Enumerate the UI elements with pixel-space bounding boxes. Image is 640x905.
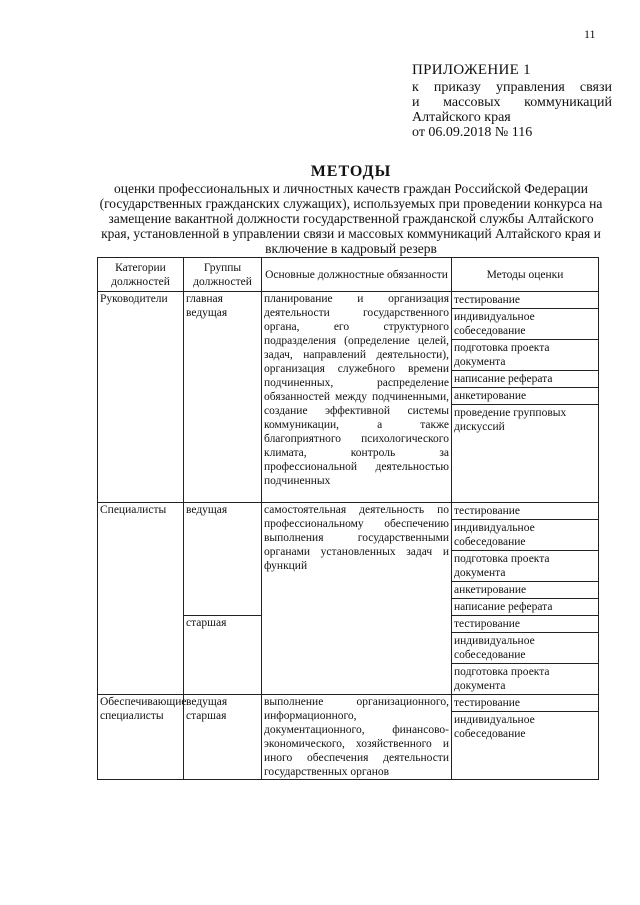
method-item: анкетирование — [452, 582, 598, 599]
method-item: подготовка проекта документа — [454, 666, 550, 692]
group-cell: ведущая старшая — [184, 695, 262, 780]
method-item: проведение групповых дискуссий — [454, 407, 567, 433]
table-row — [98, 503, 599, 616]
method-item: тестирование — [452, 616, 598, 633]
header-methods: Методы оценки — [452, 258, 599, 292]
method-item: анкетирование — [452, 388, 598, 405]
method-item: индивидуальное собеседование — [452, 309, 598, 340]
appendix-line: и массовых коммуникаций — [412, 95, 612, 110]
methods-cell — [452, 616, 599, 695]
appendix-block — [412, 62, 612, 140]
duties-cell: выполнение организационного, информационного, документационного, финансово-экономического, хозяйственного и иного обеспечения деятельности государственных органов — [262, 695, 452, 780]
group-cell: старшая — [184, 616, 262, 695]
methods-cell — [452, 292, 599, 503]
method-item: тестирование — [452, 695, 598, 712]
table-row — [98, 695, 599, 780]
appendix-line: от 06.09.2018 № 116 — [412, 125, 533, 140]
header-duties: Основные должностные обязанности — [262, 258, 452, 292]
document-subtitle: оценки профессиональных и личностных качеств граждан Российской Федерации (государственных гражданских служащих), используемых при проведении конкурса на замещение вакантной должности государственной гражданской службы Алтайского края, установленной в управлении связи и массовых коммуникаций Алтайского края и включение в кадровый резерв — [99, 181, 603, 256]
duties-cell: самостоятельная деятельность по профессиональному обеспечению выполнения государственными органами установленных задач и функций — [262, 503, 452, 695]
methods-table — [97, 257, 599, 780]
method-item: индивидуальное собеседование — [452, 633, 598, 664]
group-cell: главная ведущая — [184, 292, 262, 503]
method-item: тестирование — [452, 292, 598, 309]
duties-cell: планирование и организация деятельности государственного органа, его структурного подразделения (определение целей, задач, направлений деятельности), организация служебного времени подчиненных, распределение обязанностей между подчиненными, создание эффективной системы коммуникации, а также благоприятного психологического климата, контроль за профессиональной деятельностью подчиненных — [262, 292, 452, 503]
method-item: написание реферата — [452, 371, 598, 388]
group-cell: ведущая — [184, 503, 262, 616]
category-cell: Специалисты — [98, 503, 184, 695]
header-category: Категории должностей — [98, 258, 184, 292]
method-item: подготовка проекта документа — [452, 340, 598, 371]
method-item: индивидуальное собеседование — [454, 714, 535, 740]
category-cell: Обеспечивающие специалисты — [98, 695, 184, 780]
header-groups: Группы должностей — [184, 258, 262, 292]
document-title: МЕТОДЫ — [310, 163, 392, 180]
appendix-line: Алтайского края — [412, 110, 511, 125]
page-number: 11 — [584, 27, 596, 41]
appendix-title: ПРИЛОЖЕНИЕ 1 — [412, 62, 531, 78]
methods-cell — [452, 503, 599, 616]
category-cell: Руководители — [98, 292, 184, 503]
table-row — [98, 292, 599, 503]
methods-cell — [452, 695, 599, 780]
table-header-row — [98, 258, 599, 292]
appendix-line: к приказу управления связи — [412, 80, 612, 95]
method-item: написание реферата — [454, 601, 553, 613]
method-item: тестирование — [452, 503, 598, 520]
document-heading — [96, 163, 606, 256]
method-item: подготовка проекта документа — [452, 551, 598, 582]
method-item: индивидуальное собеседование — [452, 520, 598, 551]
